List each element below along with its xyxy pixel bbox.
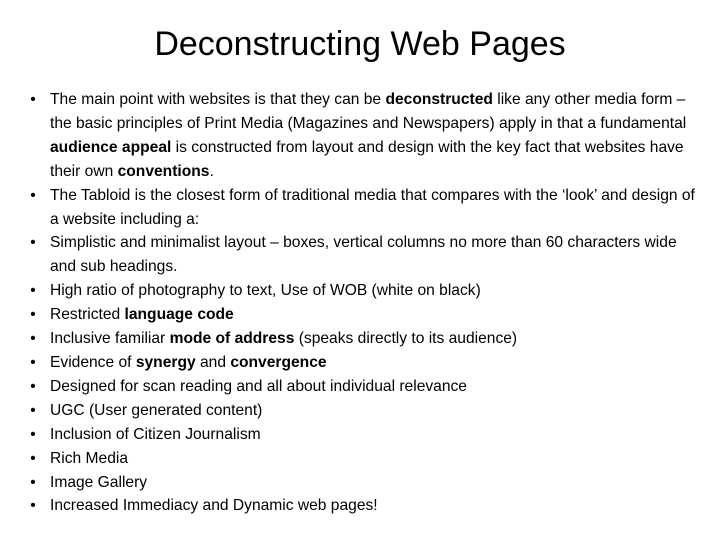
bullet-item: [24, 88, 698, 184]
text-run: Rich Media: [50, 449, 128, 467]
text-run: (speaks directly to its audience): [294, 330, 518, 348]
bullet-icon: •: [30, 353, 36, 371]
bullet-text: [50, 474, 147, 491]
bullet-icon: •: [30, 282, 36, 300]
bullet-text: [50, 91, 686, 180]
bullet-item: [24, 184, 698, 232]
bullet-text: [50, 450, 128, 467]
text-run: and: [195, 353, 231, 371]
bullet-text: [50, 282, 481, 299]
bold-term: synergy: [135, 353, 196, 371]
text-run: like any other media form – the basic principles of Print Media (Magazines and Newspapers) apply in that a fundamental: [50, 91, 687, 132]
text-run: High ratio of photography to text, Use of WOB (white on black): [50, 282, 481, 300]
text-run: UGC (User generated content): [50, 401, 263, 419]
text-run: Restricted: [50, 306, 125, 324]
bullet-icon: •: [30, 91, 36, 108]
bullet-item: [24, 327, 698, 351]
bullet-icon: •: [30, 425, 36, 443]
bullet-text: [50, 187, 695, 228]
text-run: Simplistic and minimalist layout – boxes, vertical columns no more than 60 characters wide and sub headings.: [50, 234, 677, 276]
bullet-text: [50, 354, 327, 371]
bullet-icon: •: [30, 401, 36, 419]
bullet-icon: •: [30, 449, 36, 467]
bullet-icon: •: [30, 186, 36, 204]
text-run: Increased Immediacy and Dynamic web pages!: [50, 497, 378, 515]
bold-term: conventions: [117, 162, 210, 180]
bullet-item: [24, 423, 698, 447]
bullet-item: [24, 279, 698, 303]
bullet-text: [50, 306, 234, 323]
bold-term: language code: [124, 306, 234, 324]
text-run: Evidence of: [50, 353, 136, 371]
bullet-item: [24, 447, 698, 471]
bullet-item: [24, 471, 698, 495]
bullet-text: [50, 234, 677, 275]
bullet-text: [50, 402, 262, 419]
text-run: Image Gallery: [50, 473, 148, 491]
bullet-text: [50, 378, 467, 395]
bold-term: convergence: [230, 353, 327, 371]
text-run: is constructed from layout and design with the key fact that websites have their own: [50, 138, 684, 180]
bullet-icon: •: [30, 377, 36, 395]
bullet-icon: •: [30, 473, 36, 491]
text-run: .: [209, 162, 214, 180]
bullet-item: [24, 494, 698, 518]
bullet-text: [50, 330, 517, 347]
bullet-icon: •: [30, 306, 36, 324]
text-run: The Tabloid is the closest form of traditional media that compares with the ‘look’ and design of a website including a:: [50, 186, 695, 228]
bullet-item: [24, 231, 698, 279]
text-run: Inclusive familiar: [50, 330, 170, 348]
bullet-item: [24, 351, 698, 375]
slide-title: Deconstructing Web Pages: [154, 25, 566, 63]
bullet-list: [24, 88, 698, 518]
text-run: Inclusion of Citizen Journalism: [50, 425, 261, 443]
bold-term: deconstructed: [385, 91, 493, 108]
bullet-item: [24, 399, 698, 423]
bullet-icon: •: [30, 330, 36, 348]
bold-term: audience appeal: [50, 138, 172, 156]
bullet-text: [50, 426, 261, 443]
bullet-text: [50, 497, 378, 514]
text-run: Designed for scan reading and all about individual relevance: [50, 377, 467, 395]
bold-term: mode of address: [169, 330, 295, 348]
bullet-icon: •: [30, 234, 36, 252]
bullet-item: [24, 303, 698, 327]
bullet-icon: •: [30, 497, 36, 515]
bullet-item: [24, 375, 698, 399]
text-run: The main point with websites is that they can be: [50, 91, 386, 108]
